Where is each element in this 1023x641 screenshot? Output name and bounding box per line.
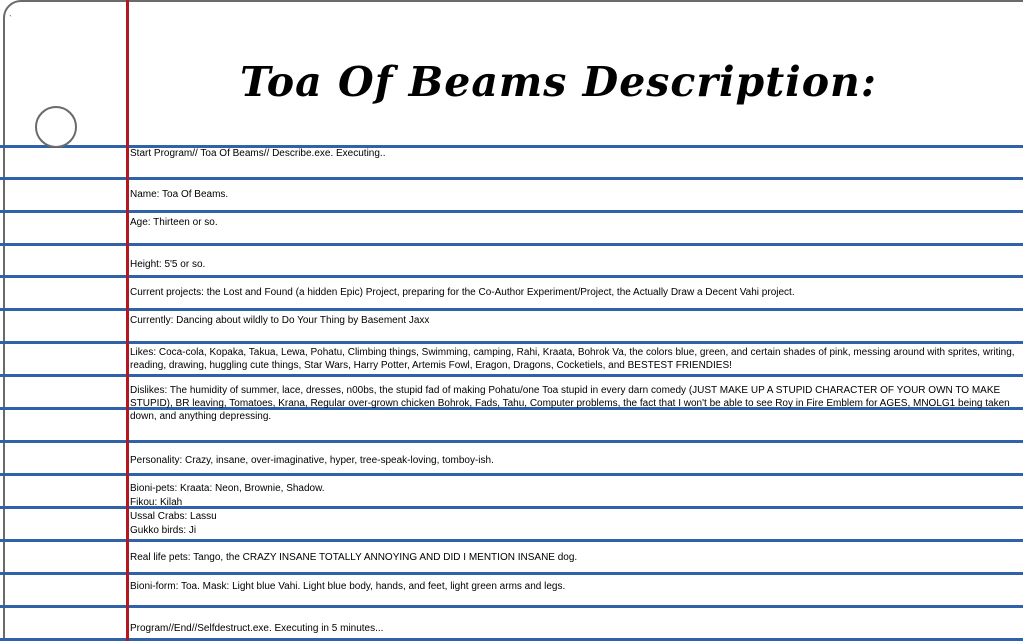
rule-line <box>0 374 1023 377</box>
personality-line: Personality: Crazy, insane, over-imaginative, hyper, tree-speak-loving, tomboy-ish. <box>130 455 494 466</box>
rule-line <box>0 243 1023 246</box>
corner-mark: ` <box>9 14 12 24</box>
margin-line <box>126 0 129 641</box>
end-program-line: Program//End//Selfdestruct.exe. Executing in 5 minutes... <box>130 623 384 634</box>
bioni-form-line: Bioni-form: Toa. Mask: Light blue Vahi. Light blue body, hands, and feet, light green arms and legs. <box>130 581 566 592</box>
rule-line <box>0 275 1023 278</box>
dislikes-line: Dislikes: The humidity of summer, lace, dresses, n00bs, the stupid fad of making Pohatu/one Toa stupid in every darn comedy (JUST MAKE UP A STUPID CHARACTER OF YOUR OWN TO MAKE STUPID), BR leaving, Tomatoes, Krana, Regular over-grown chicken Bohrok, Fads, Tahu, Computer problems, the fact that I won't be able to see Roy in Fire Emblem for AGES, MNOLG1 being taken down, and anything depressing. <box>130 385 1010 422</box>
page-title: Toa Of Beams Description: <box>240 58 877 106</box>
ussal-crabs-line: Ussal Crabs: Lassu <box>130 511 217 522</box>
rule-line <box>0 605 1023 608</box>
currently-line: Currently: Dancing about wildly to Do Your Thing by Basement Jaxx <box>130 315 430 326</box>
age-line: Age: Thirteen or so. <box>130 217 218 228</box>
height-line: Height: 5'5 or so. <box>130 259 206 270</box>
likes-line: Likes: Coca-cola, Kopaka, Takua, Lewa, Pohatu, Climbing things, Swimming, camping, Rahi, Kraata, Bohrok Va, the colors blue, green, and certain shades of pink, messing around with sprites, writing, reading, drawing, huggling cute things, Star Wars, Harry Potter, Artemis Fowl, Eragon, Dragons, Cocketiels, and BESTEST FRIENDIES! <box>130 347 1015 371</box>
rule-line <box>0 539 1023 542</box>
real-pets-line: Real life pets: Tango, the CRAZY INSANE TOTALLY ANNOYING AND DID I MENTION INSANE dog. <box>130 552 578 563</box>
rule-line <box>0 177 1023 180</box>
start-program-line: Start Program// Toa Of Beams// Describe.exe. Executing.. <box>130 148 386 159</box>
projects-line: Current projects: the Lost and Found (a hidden Epic) Project, preparing for the Co-Author Experiment/Project, the Actually Draw a Decent Vahi project. <box>130 287 795 298</box>
rule-line <box>0 473 1023 476</box>
rule-line <box>0 572 1023 575</box>
bioni-pets-line: Bioni-pets: Kraata: Neon, Brownie, Shadow. <box>130 483 325 494</box>
fikou-line: Fikou: Kilah <box>130 497 183 508</box>
rule-line <box>0 210 1023 213</box>
name-line: Name: Toa Of Beams. <box>130 189 229 200</box>
gukko-birds-line: Gukko birds: Ji <box>130 525 197 536</box>
punch-hole <box>35 106 77 148</box>
rule-line <box>0 308 1023 311</box>
rule-line <box>0 440 1023 443</box>
rule-line <box>0 341 1023 344</box>
